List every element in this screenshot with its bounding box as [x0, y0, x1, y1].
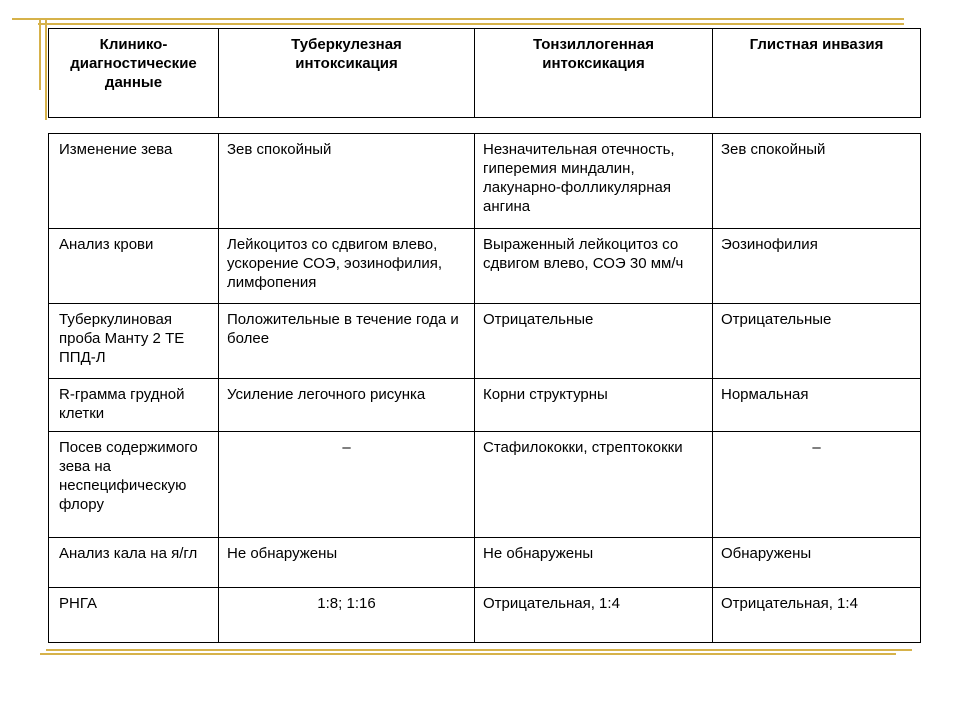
row-label: Туберкулиновая проба Манту 2 ТЕ ППД-Л	[49, 304, 219, 379]
cell-helminthic: Отрицательная, 1:4	[713, 588, 921, 643]
table-row	[49, 304, 921, 379]
accent-rule-left-inner	[45, 20, 47, 120]
cell-tonsillogenic: Отрицательные	[475, 304, 713, 379]
cell-tonsillogenic: Корни структурны	[475, 379, 713, 432]
cell-tuberculous: Зев спокойный	[219, 134, 475, 229]
table-row	[49, 229, 921, 304]
row-label: Изменение зева	[49, 134, 219, 229]
cell-tuberculous: –	[219, 432, 475, 538]
row-label: Анализ крови	[49, 229, 219, 304]
header-row	[49, 29, 921, 118]
header-helminthic: Глистная инвазия	[713, 29, 921, 118]
header-table	[48, 28, 921, 118]
cell-helminthic: –	[713, 432, 921, 538]
row-label: РНГА	[49, 588, 219, 643]
cell-tonsillogenic: Выраженный лейкоцитоз со сдвигом влево, СОЭ 30 мм/ч	[475, 229, 713, 304]
data-table	[48, 133, 921, 643]
cell-tuberculous: Лейкоцитоз со сдвигом влево, ускорение СОЭ, эозинофилия, лимфопения	[219, 229, 475, 304]
table-row	[49, 538, 921, 588]
cell-helminthic: Зев спокойный	[713, 134, 921, 229]
cell-tonsillogenic: Отрицательная, 1:4	[475, 588, 713, 643]
accent-rule-top	[12, 18, 904, 20]
table-row	[49, 432, 921, 538]
header-tonsillogenic: Тонзиллогенная интоксикация	[475, 29, 713, 118]
header-clinical-data: Клинико- диагностические данные	[49, 29, 219, 118]
cell-tonsillogenic: Не обнаружены	[475, 538, 713, 588]
accent-rule-top-inner	[38, 23, 904, 25]
accent-rule-bottom-inner	[40, 653, 896, 655]
table-row	[49, 588, 921, 643]
cell-helminthic: Эозинофилия	[713, 229, 921, 304]
accent-rule-left	[39, 18, 41, 90]
header-tuberculous: Туберкулезная интоксикация	[219, 29, 475, 118]
row-label: Посев содержимого зева на неспецифическую флору	[49, 432, 219, 538]
table-row	[49, 379, 921, 432]
cell-tuberculous: Усиление легочного рисунка	[219, 379, 475, 432]
accent-rule-bottom	[46, 649, 912, 651]
cell-helminthic: Нормальная	[713, 379, 921, 432]
cell-tuberculous: Положительные в течение года и более	[219, 304, 475, 379]
row-label: R-грамма грудной клетки	[49, 379, 219, 432]
cell-helminthic: Отрицательные	[713, 304, 921, 379]
cell-tuberculous: Не обнаружены	[219, 538, 475, 588]
table-row	[49, 134, 921, 229]
cell-tonsillogenic: Стафилококки, стрептококки	[475, 432, 713, 538]
cell-helminthic: Обнаружены	[713, 538, 921, 588]
row-label: Анализ кала на я/гл	[49, 538, 219, 588]
cell-tonsillogenic: Незначительная отечность, гиперемия миндалин, лакунарно-фолликулярная ангина	[475, 134, 713, 229]
cell-tuberculous: 1:8; 1:16	[219, 588, 475, 643]
